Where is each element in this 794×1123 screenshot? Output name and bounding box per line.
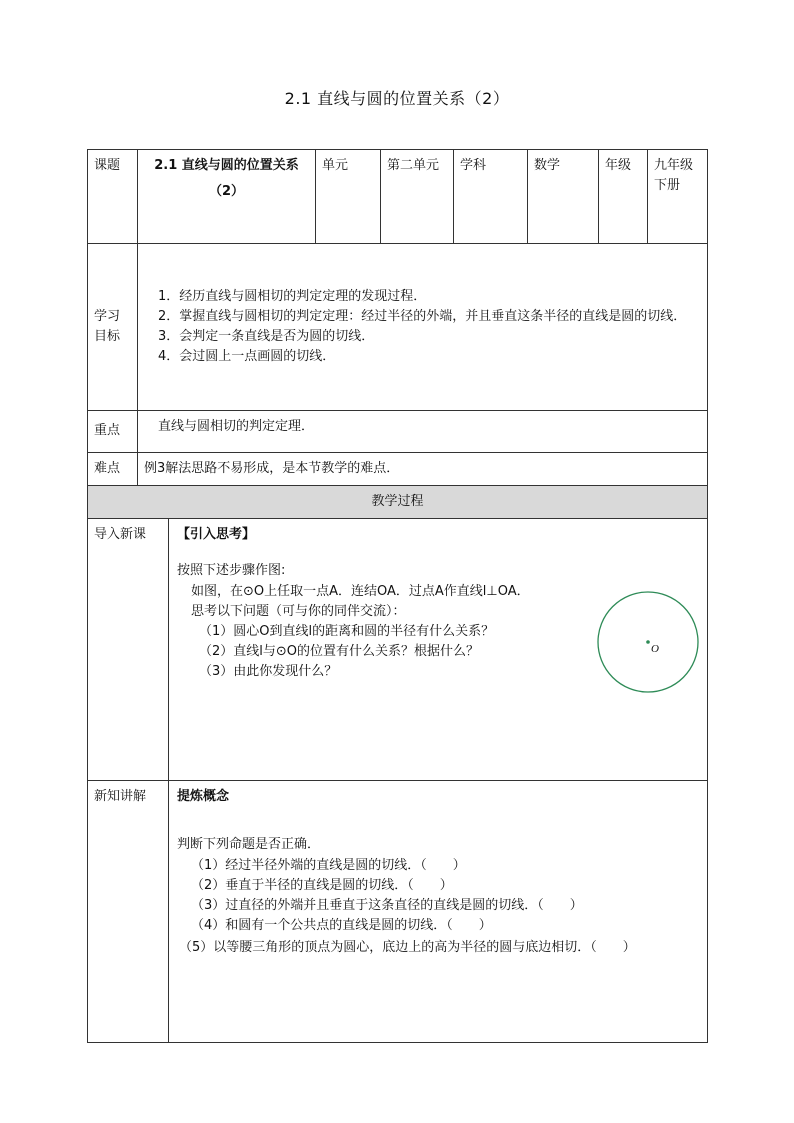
grade-label: 年级 bbox=[599, 150, 648, 244]
new-knowledge-row bbox=[88, 781, 708, 1043]
objectives-label-line2: 目标 bbox=[94, 329, 121, 344]
objective-item: 3．会判定一条直线是否为圆的切线． bbox=[158, 329, 375, 344]
intro-row bbox=[88, 519, 708, 781]
intro-heading: 【引入思考】 bbox=[177, 527, 256, 543]
intro-content bbox=[169, 519, 708, 781]
key-point-text: 直线与圆相切的判定定理． bbox=[138, 411, 708, 453]
key-point-label: 重点 bbox=[88, 411, 138, 453]
course-value bbox=[138, 150, 316, 244]
grade-value: 九年级下册 bbox=[648, 150, 708, 244]
course-value-line2: （2） bbox=[208, 184, 245, 200]
unit-value: 第二单元 bbox=[381, 150, 454, 244]
objectives-label-line1: 学习 bbox=[94, 308, 121, 324]
page-title: 2.1 直线与圆的位置关系（2） bbox=[284, 89, 510, 108]
intro-line: （1）圆心O到直线l的距离和圆的半径有什么关系？ bbox=[199, 623, 495, 639]
proposition-item: （2）垂直于半径的直线是圆的切线．（ ） bbox=[191, 877, 453, 893]
lesson-plan-table bbox=[87, 149, 708, 1043]
intro-label: 导入新课 bbox=[88, 519, 169, 781]
circle-diagram bbox=[595, 589, 701, 695]
new-knowledge-lead: 判断下列命题是否正确． bbox=[177, 837, 321, 853]
objectives-content bbox=[138, 244, 708, 411]
unit-label: 单元 bbox=[316, 150, 381, 244]
circle-figure bbox=[595, 589, 701, 695]
proposition-item: （3）过直径的外端并且垂直于这条直径的直线是圆的切线．（ ） bbox=[191, 897, 583, 913]
circle-center-label: O bbox=[651, 643, 659, 656]
intro-line: 如图，在⊙O上任取一点A．连结OA．过点A作直线l⊥OA． bbox=[191, 583, 530, 599]
objectives-label bbox=[88, 244, 138, 411]
new-knowledge-heading: 提炼概念 bbox=[177, 789, 230, 805]
course-value-line1: 2.1 直线与圆的位置关系 bbox=[154, 158, 299, 173]
difficulty-label: 难点 bbox=[88, 453, 138, 486]
header-row bbox=[88, 150, 708, 244]
objective-item: 4．会过圆上一点画圆的切线． bbox=[158, 349, 336, 365]
key-point-row bbox=[88, 411, 708, 453]
process-header: 教学过程 bbox=[88, 486, 708, 519]
difficulty-row bbox=[88, 453, 708, 486]
proposition-item: （1）经过半径外端的直线是圆的切线．（ ） bbox=[191, 857, 466, 873]
objective-item: 2．掌握直线与圆相切的判定定理：经过半径的外端，并且垂直这条半径的直线是圆的切线． bbox=[158, 308, 687, 324]
intro-line: （3）由此你发现什么？ bbox=[199, 664, 338, 680]
intro-line: （2）直线l与⊙O的位置有什么关系？根据什么？ bbox=[199, 643, 480, 659]
process-header-row bbox=[88, 486, 708, 519]
subject-value: 数学 bbox=[528, 150, 599, 244]
intro-line: 按照下述步骤作图: bbox=[177, 563, 286, 579]
difficulty-text: 例3解法思路不易形成，是本节教学的难点． bbox=[138, 453, 708, 486]
objectives-row bbox=[88, 244, 708, 411]
proposition-item: （4）和圆有一个公共点的直线是圆的切线．（ ） bbox=[191, 917, 492, 933]
subject-label: 学科 bbox=[454, 150, 528, 244]
new-knowledge-content bbox=[169, 781, 708, 1043]
course-label: 课题 bbox=[88, 150, 138, 244]
circle-center-point bbox=[646, 640, 650, 644]
objective-item: 1．经历直线与圆相切的判定定理的发现过程． bbox=[158, 288, 427, 304]
new-knowledge-label: 新知讲解 bbox=[88, 781, 169, 1043]
intro-line: 思考以下问题（可与你的同伴交流）： bbox=[191, 603, 406, 619]
proposition-item: （5）以等腰三角形的顶点为圆心，底边上的高为半径的圆与底边相切．（ ） bbox=[179, 940, 636, 956]
